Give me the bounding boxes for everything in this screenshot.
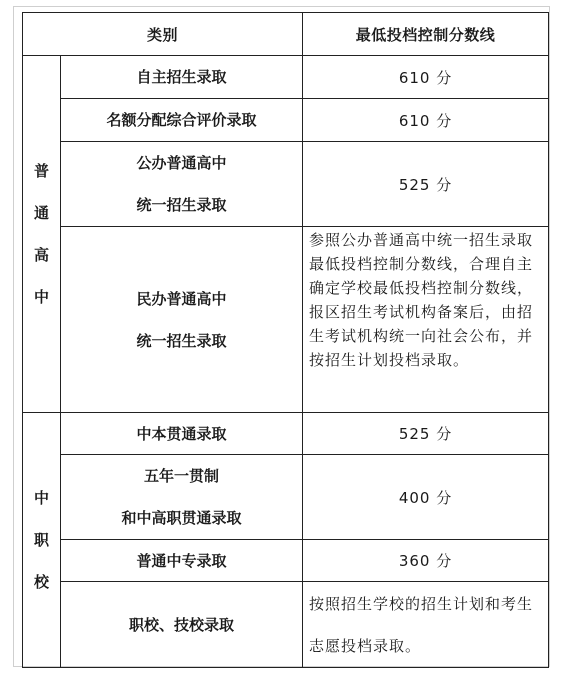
category-char: 通 [33,204,49,222]
category-vocational-school [23,413,61,668]
row-label: 中本贯通录取 [61,413,303,455]
category-char: 校 [33,573,49,591]
admission-score-table [22,12,549,668]
category-char: 职 [33,531,49,549]
row-label [61,455,303,540]
header-category: 类别 [23,13,303,56]
row-label [61,142,303,227]
row-score: 610 分 [303,56,549,99]
category-char: 高 [33,246,49,264]
row-score: 525 分 [303,142,549,227]
table-row [23,413,549,455]
row-note: 按照招生学校的招生计划和考生志愿投档录取。 [303,582,549,668]
table-row [23,540,549,582]
row-score: 360 分 [303,540,549,582]
table-row [23,582,549,668]
header-min-score: 最低投档控制分数线 [303,13,549,56]
table-header-row [23,13,549,56]
row-label-line: 和中高职贯通录取 [121,509,242,527]
category-general-high-school [23,56,61,413]
category-char: 中 [33,288,49,306]
row-label-line: 五年一贯制 [144,467,220,485]
row-label [61,227,303,413]
row-label-line: 统一招生录取 [136,331,227,350]
row-label: 自主招生录取 [61,56,303,99]
row-label: 名额分配综合评价录取 [61,99,303,142]
table-row [23,142,549,227]
category-char: 中 [33,489,49,507]
table-row [23,99,549,142]
row-note: 参照公办普通高中统一招生录取最低投档控制分数线，合理自主确定学校最低投档控制分数线，报区招生考试机构备案后，由招生考试机构统一向社会公布，并按招生计划投档录取。 [303,227,549,413]
row-label: 普通中专录取 [61,540,303,582]
row-label-line: 统一招生录取 [136,196,227,214]
row-label-line: 公办普通高中 [136,154,227,172]
row-score: 525 分 [303,413,549,455]
row-label: 职校、技校录取 [61,582,303,668]
row-score: 400 分 [303,455,549,540]
row-score: 610 分 [303,99,549,142]
table-row [23,227,549,413]
table-row [23,455,549,540]
table-row [23,56,549,99]
category-char: 普 [33,162,49,180]
row-label-line: 民办普通高中 [136,289,227,308]
